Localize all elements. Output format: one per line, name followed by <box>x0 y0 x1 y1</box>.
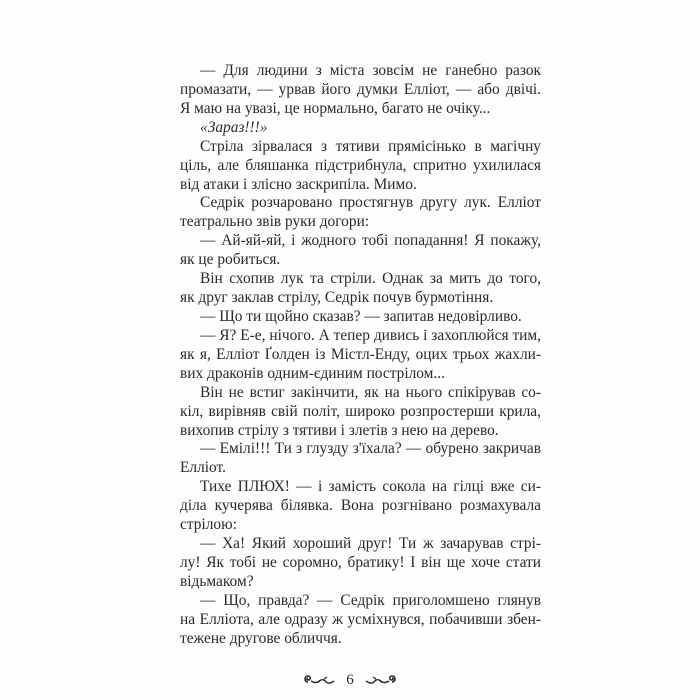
page-number: 6 <box>346 671 354 688</box>
text-line: як друг заклав стрілу, Седрік почув бурмотіння. <box>180 289 494 307</box>
text-line: на Елліота, але одразу ж усміхнувся, побачивши збен- <box>180 610 541 628</box>
body-text <box>180 62 541 649</box>
text-line: — Для людини з міста зовсім не ганебно разок <box>200 62 541 79</box>
text-line: театрально звів руки догори: <box>180 213 370 231</box>
text-line: від атаки і злісно заскрипіла. Мимо. <box>180 175 417 193</box>
text-line: Я маю на увазі, це нормально, багато не очіку... <box>180 99 491 117</box>
text-line: відьмаком? <box>180 572 254 590</box>
text-line: — Емілі!!! Ти з глузду з'їхала? — обурено закричав <box>200 440 541 458</box>
right-flourish-icon <box>364 673 398 687</box>
text-line: діла кучерява білявка. Вона розгнівано розмахувала <box>180 497 541 515</box>
text-line: Стріла зірвалася з тятиви прямісінько в магічну <box>200 137 541 155</box>
page-footer <box>0 668 700 692</box>
text-line: Він схопив лук та стріли. Однак за мить до того, <box>200 270 541 288</box>
text-line: вих драконів одним-єдиним пострілом... <box>180 364 445 382</box>
text-line: лу! Як тобі не соромно, братику! І він ще хоче стати <box>180 553 541 571</box>
text-line: вихопив стрілу з тятиви і злетів з нею на дерево. <box>180 421 499 439</box>
left-flourish-icon <box>302 673 336 687</box>
text-line: Седрік розчаровано простягнув другу лук. Елліот <box>200 194 541 212</box>
text-line: стрілою: <box>180 516 237 534</box>
text-line: як це робиться. <box>180 251 281 269</box>
text-line: — Що ти щойно сказав? — запитав недовірливо. <box>200 307 522 325</box>
text-line: Тихе ПЛЮХ! — і замість сокола на гілці вже си- <box>200 478 541 496</box>
text-line: Елліот. <box>180 459 226 477</box>
text-line: — Ай-яй-яй, і жодного тобі попадання! Я покажу, <box>200 232 541 250</box>
text-line: промазати, — урвав його думки Елліот, — або двічі. <box>180 80 541 98</box>
text-line: — Що, правда? — Седрік приголомшено глянув <box>200 591 541 609</box>
text-line-thought: «Зараз!!!» <box>200 118 268 136</box>
text-line: Він не встиг закінчити, як на нього спікірував со- <box>200 383 541 401</box>
text-line: як я, Елліот Ґолден із Містл-Енду, оцих трьох жахли- <box>180 345 541 363</box>
text-line: — Я? Е-е, нічого. А тепер дивись і захоплюйся тим, <box>200 326 541 344</box>
text-line: — Ха! Який хороший друг! Ти ж зачарував стрі- <box>200 535 541 553</box>
text-line: кіл, вирівняв свій політ, широко розпростерши крила, <box>180 402 541 420</box>
text-line: тежене другове обличчя. <box>180 629 342 647</box>
text-line: ціль, але бляшанка підстрибнула, спритно ухилилася <box>180 156 541 174</box>
